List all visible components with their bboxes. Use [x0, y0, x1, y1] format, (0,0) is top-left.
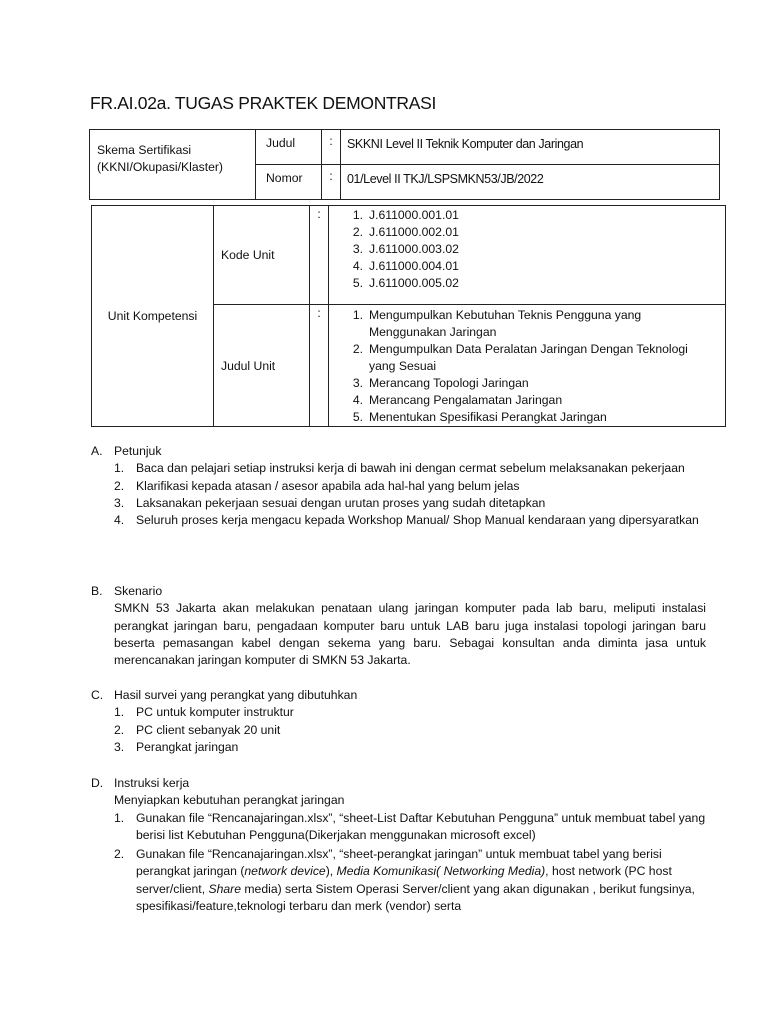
- judul-colon: :: [322, 130, 341, 165]
- nomor-colon: :: [322, 165, 341, 200]
- kode-unit-cell: [329, 206, 726, 305]
- judul-unit-item: [341, 307, 715, 341]
- section-b-heading: Skenario: [114, 584, 163, 598]
- section-skenario: [91, 583, 706, 669]
- kode-unit-item-text: J.611000.004.01: [369, 259, 459, 273]
- section-c-heading: Hasil survei yang perangkat yang dibutuhkan: [114, 688, 358, 702]
- petunjuk-item: [114, 495, 706, 512]
- instruksi-item-2-post: media) serta Sistem Operasi Server/client yang akan digunakan , berikut fungsinya, spesifikasi/feature,teknologi terbaru dan merk (vendor) serta: [136, 881, 695, 914]
- kode-unit-item-number: 1.: [352, 208, 363, 222]
- survei-item-text: PC client sebanyak 20 unit: [136, 722, 281, 737]
- judul-unit-item-number: 3.: [352, 376, 363, 390]
- judul-value: [341, 130, 720, 165]
- judul-unit-list: [341, 307, 715, 426]
- instruksi-item-1-post: untuk membuat tabel yang berisi list Kebutuhan Pengguna(Dikerjakan menggunakan microsoft excel): [136, 810, 706, 842]
- kode-unit-item: [341, 241, 725, 258]
- survei-item: [114, 739, 706, 756]
- survei-list: [91, 704, 706, 756]
- instruksi-list: [91, 810, 706, 916]
- kode-unit-item-number: 4.: [352, 259, 363, 273]
- skema-label-cell: [90, 130, 256, 200]
- judul-unit-item: [341, 392, 715, 409]
- skenario-text: SMKN 53 Jakarta akan melakukan penataan ulang jaringan komputer pada lab baru, meliputi instalasi perangkat jaringan baru, pengadaan komputer baru untuk LAB baru juga instalasi topologi jaringan baru beserta pemasangan kabel dengan sekema yang baru. Sebagai konsultan anda diminta jasa untuk merencanakan jaringan komputer di SMKN 53 Jakarta.: [114, 601, 706, 668]
- judul-unit-item-text: Merancang Pengalamatan Jaringan: [369, 393, 563, 407]
- instruksi-item-2-pre: Gunakan file: [136, 847, 208, 862]
- judul-unit-item: [341, 409, 715, 426]
- survei-item-text: Perangkat jaringan: [136, 739, 239, 754]
- unit-table: [91, 205, 726, 427]
- petunjuk-item-number: 2.: [114, 478, 125, 493]
- kode-unit-item: [341, 207, 725, 224]
- kode-unit-item-text: J.611000.002.01: [369, 225, 459, 239]
- petunjuk-item-text: Klarifikasi kepada atasan / asesor apabila ada hal-hal yang belum jelas: [136, 478, 520, 493]
- survei-item-number: 1.: [114, 705, 125, 720]
- kode-colon: :: [310, 206, 329, 305]
- section-a-letter: A.: [91, 444, 103, 458]
- instruksi-item-2: [114, 846, 706, 915]
- instruksi-item-1-pre: Gunakan file: [136, 810, 208, 825]
- section-survei: [91, 687, 706, 756]
- kode-unit-item: [341, 275, 725, 292]
- judul-unit-colon: :: [310, 305, 329, 427]
- judul-unit-item: [341, 375, 715, 392]
- instruksi-item-2-italic-2: Media Komunikasi( Networking Media): [336, 864, 546, 879]
- petunjuk-item: [114, 460, 706, 477]
- kode-unit-item-number: 2.: [352, 225, 363, 239]
- kode-unit-item-text: J.611000.005.02: [369, 276, 459, 290]
- instruksi-item-1-bold: “Rencanajaringan.xlsx”, “sheet-List Daftar Kebutuhan Pengguna”: [207, 810, 559, 825]
- petunjuk-item: [114, 478, 706, 495]
- unit-kompetensi-cell: [92, 206, 214, 427]
- judul-unit-item-number: 2.: [352, 342, 363, 356]
- instruksi-item-2-italic-3: Share: [208, 881, 242, 896]
- judul-value-text: SKKNI Level II Teknik Komputer dan Jaringan: [347, 137, 584, 151]
- section-d-subheading: Menyiapkan kebutuhan perangkat jaringan: [114, 793, 345, 808]
- instruksi-item-2-italic-1: network device: [244, 864, 326, 879]
- judul-unit-label: Judul Unit: [214, 305, 310, 427]
- judul-unit-item-text: Merancang Topologi Jaringan: [369, 376, 529, 390]
- nomor-value-text: 01/Level II TKJ/LSPSMKN53/JB/2022: [347, 172, 544, 186]
- survei-item-number: 2.: [114, 722, 125, 737]
- instruksi-item-2-number: 2.: [114, 847, 125, 862]
- page-title: FR.AI.02a. TUGAS PRAKTEK DEMONTRASI: [90, 93, 437, 113]
- survei-item-number: 3.: [114, 739, 125, 754]
- kode-unit-item-text: J.611000.001.01: [369, 208, 459, 222]
- section-instruksi: [91, 775, 706, 915]
- judul-label: Judul: [256, 130, 322, 165]
- petunjuk-item-number: 1.: [114, 461, 125, 476]
- kode-unit-list: [341, 207, 725, 292]
- section-c-letter: C.: [91, 688, 104, 702]
- judul-unit-item-text: Menentukan Spesifikasi Perangkat Jaringan: [369, 410, 607, 424]
- judul-unit-item-text: Mengumpulkan Kebutuhan Teknis Pengguna yang Menggunakan Jaringan: [369, 308, 642, 339]
- section-d-heading: Instruksi kerja: [114, 776, 190, 790]
- judul-unit-cell: [329, 305, 726, 427]
- kode-unit-item: [341, 224, 725, 241]
- kode-unit-label: Kode Unit: [214, 206, 310, 305]
- instruksi-item-2-mid2: ),: [325, 864, 337, 879]
- skema-label-line2: (KKNI/Okupasi/Klaster): [97, 160, 223, 174]
- petunjuk-item-number: 3.: [114, 495, 125, 510]
- petunjuk-list: [91, 460, 706, 529]
- petunjuk-item-text: Seluruh proses kerja mengacu kepada Workshop Manual/ Shop Manual kendaraan yang dipersyaratkan: [136, 513, 699, 528]
- skema-label-line1: Skema Sertifikasi: [97, 143, 192, 157]
- section-b-letter: B.: [91, 584, 103, 598]
- kode-unit-item-number: 3.: [352, 242, 363, 256]
- judul-unit-item-number: 5.: [352, 410, 363, 424]
- petunjuk-item-number: 4.: [114, 513, 125, 528]
- instruksi-item-2-mid1: untuk membuat tabel yang berisi perangkat jaringan (: [136, 847, 662, 879]
- petunjuk-item-text: Baca dan pelajari setiap instruksi kerja di bawah ini dengan cermat sebelum melaksanakan pekerjaan: [136, 461, 685, 476]
- nomor-value: [341, 165, 720, 200]
- petunjuk-item: [114, 512, 706, 529]
- judul-unit-item-text: Mengumpulkan Data Peralatan Jaringan Dengan Teknologi yang Sesuai: [369, 342, 688, 373]
- judul-unit-item-number: 1.: [352, 308, 363, 322]
- section-a-heading: Petunjuk: [114, 444, 162, 458]
- judul-unit-item-number: 4.: [352, 393, 363, 407]
- nomor-label: Nomor: [256, 165, 322, 200]
- instruksi-item-1: [114, 810, 706, 845]
- kode-unit-item-text: J.611000.003.02: [369, 242, 459, 256]
- survei-item: [114, 722, 706, 739]
- kode-unit-item-number: 5.: [352, 276, 363, 290]
- section-d-letter: D.: [91, 776, 104, 790]
- instruksi-item-2-bold: “Rencanajaringan.xlsx”, “sheet-perangkat jaringan”: [207, 847, 483, 862]
- header-table: [89, 129, 720, 200]
- survei-item: [114, 704, 706, 721]
- judul-unit-item: [341, 341, 715, 375]
- kode-unit-item: [341, 258, 725, 275]
- instruksi-item-2-mid3: , host network (PC host server/client,: [136, 864, 672, 896]
- survei-item-text: PC untuk komputer instruktur: [136, 705, 294, 720]
- petunjuk-item-text: Laksanakan pekerjaan sesuai dengan urutan proses yang sudah ditetapkan: [136, 495, 546, 510]
- unit-kompetensi-label: Unit Kompetensi: [107, 309, 198, 323]
- instruksi-item-1-number: 1.: [114, 810, 125, 825]
- section-petunjuk: [91, 443, 706, 529]
